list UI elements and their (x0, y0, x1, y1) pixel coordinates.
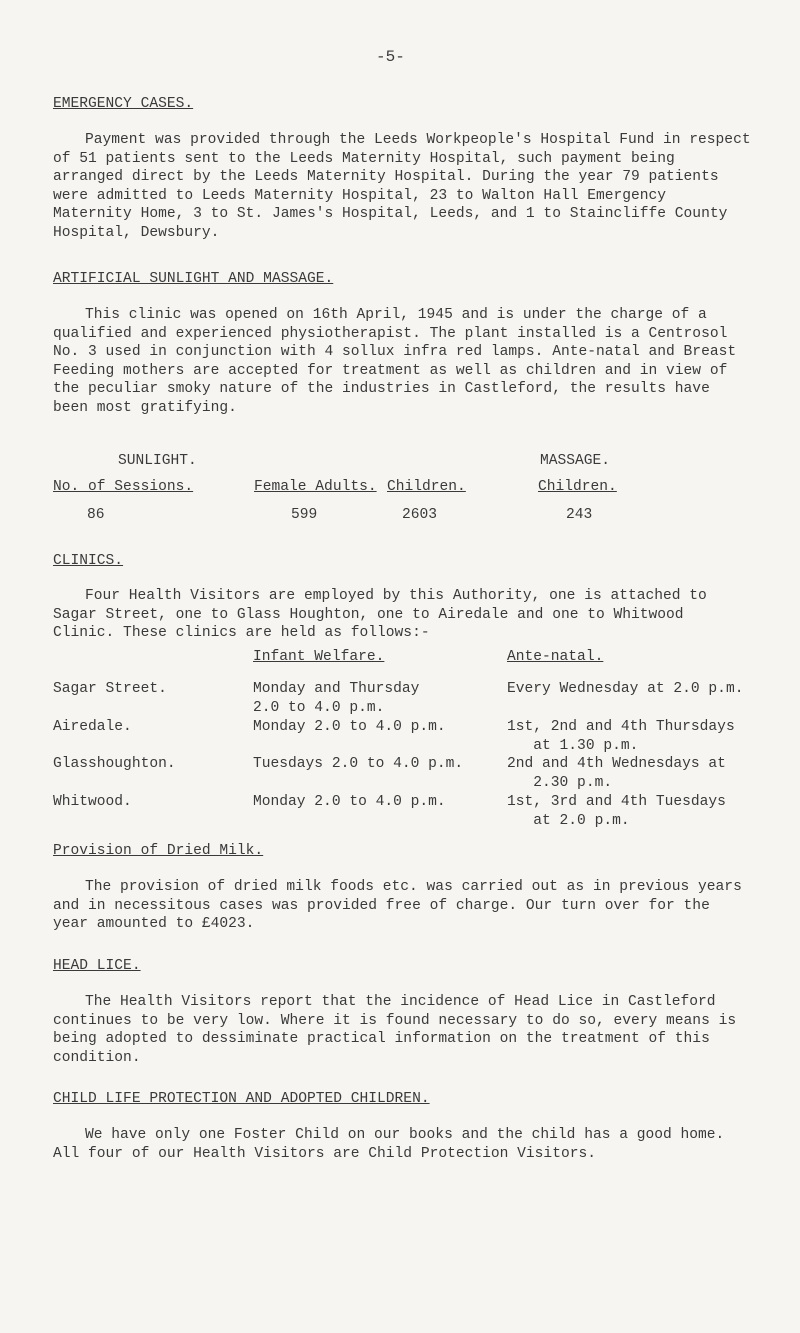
milk-text: The provision of dried milk foods etc. was carried out as in previous years and in necessitous cases was provided free of charge. Our turn over for the year amounted to £4023. (53, 879, 751, 933)
lice-text: The Health Visitors report that the incidence of Head Lice in Castleford continues to be very low. Where it is found necessary to do so, every means is being adopted to dessiminate practical information on the treatment of this condition. (53, 994, 745, 1066)
clinic-infant-times: Monday 2.0 to 4.0 p.m. (253, 794, 446, 810)
col-children: Children. (387, 479, 466, 495)
child-heading: CHILD LIFE PROTECTION AND ADOPTED CHILDREN. (53, 1091, 430, 1107)
col-ante-natal: Ante-natal. (507, 649, 604, 665)
clinics-text: Four Health Visitors are employed by this Authority, one is attached to Sagar Street, one to Glass Houghton, one to Airedale and one to Whitwood Clinic. These clinics are held as follows:- (53, 588, 716, 642)
emergency-heading: EMERGENCY CASES. (53, 96, 194, 112)
sunlight-text: This clinic was opened on 16th April, 1945 and is under the charge of a qualified and experienced physiotherapist. The plant installed is a Centrosol No. 3 used in conjunction with 4 sollux infra red lamps. Ante-natal and Breast Feeding mothers are accepted for treatment as well as children and in view of the peculiar smoky nature of the industries in Castleford, the results have been most gratifying. (53, 307, 745, 416)
clinics-heading: CLINICS. (53, 553, 124, 569)
val-sessions: 86 (87, 507, 105, 523)
col-infant-welfare: Infant Welfare. (253, 649, 385, 665)
clinic-name: Sagar Street. (53, 681, 167, 697)
clinic-name: Glasshoughton. (53, 756, 176, 772)
child-text: We have only one Foster Child on our books and the child has a good home. All four of our Health Visitors are Child Protection Visitors. (53, 1127, 734, 1162)
clinic-infant-times: Monday 2.0 to 4.0 p.m. (253, 719, 446, 735)
lice-heading: HEAD LICE. (53, 958, 141, 974)
milk-heading: Provision of Dried Milk. (53, 843, 264, 859)
val-female-adults: 599 (291, 507, 318, 523)
clinic-infant-times: Tuesdays 2.0 to 4.0 p.m. (253, 756, 464, 772)
clinic-antenatal-times: 1st, 2nd and 4th Thursdays at 1.30 p.m. (507, 719, 735, 754)
col-sessions: No. of Sessions. (53, 479, 194, 495)
emergency-text: Payment was provided through the Leeds Workpeople's Hospital Fund in respect of 51 patients sent to the Leeds Maternity Hospital, such payment being arranged direct by the Leeds Maternity Hospital. During the year 79 patients were admitted to Leeds Maternity Hospital, 23 to Walton Hall Emergency Maternity Home, 3 to St. James's Hospital, Leeds, and 1 to Staincliffe County Hospital, Dewsbury. (53, 132, 760, 241)
clinic-antenatal-times: Every Wednesday at 2.0 p.m. (507, 681, 744, 697)
col-children-massage: Children. (538, 479, 617, 495)
group-massage: MASSAGE. (540, 453, 611, 469)
group-sunlight: SUNLIGHT. (118, 453, 197, 469)
clinic-name: Airedale. (53, 719, 132, 735)
col-female-adults: Female Adults. (254, 479, 377, 495)
clinic-infant-times: Monday and Thursday 2.0 to 4.0 p.m. (253, 681, 420, 716)
val-children: 2603 (402, 507, 438, 523)
clinic-name: Whitwood. (53, 794, 132, 810)
clinic-antenatal-times: 1st, 3rd and 4th Tuesdays at 2.0 p.m. (507, 794, 726, 829)
sunlight-heading: ARTIFICIAL SUNLIGHT AND MASSAGE. (53, 271, 334, 287)
page-number: -5- (376, 48, 405, 66)
clinic-antenatal-times: 2nd and 4th Wednesdays at 2.30 p.m. (507, 756, 726, 791)
val-children-massage: 243 (566, 507, 593, 523)
